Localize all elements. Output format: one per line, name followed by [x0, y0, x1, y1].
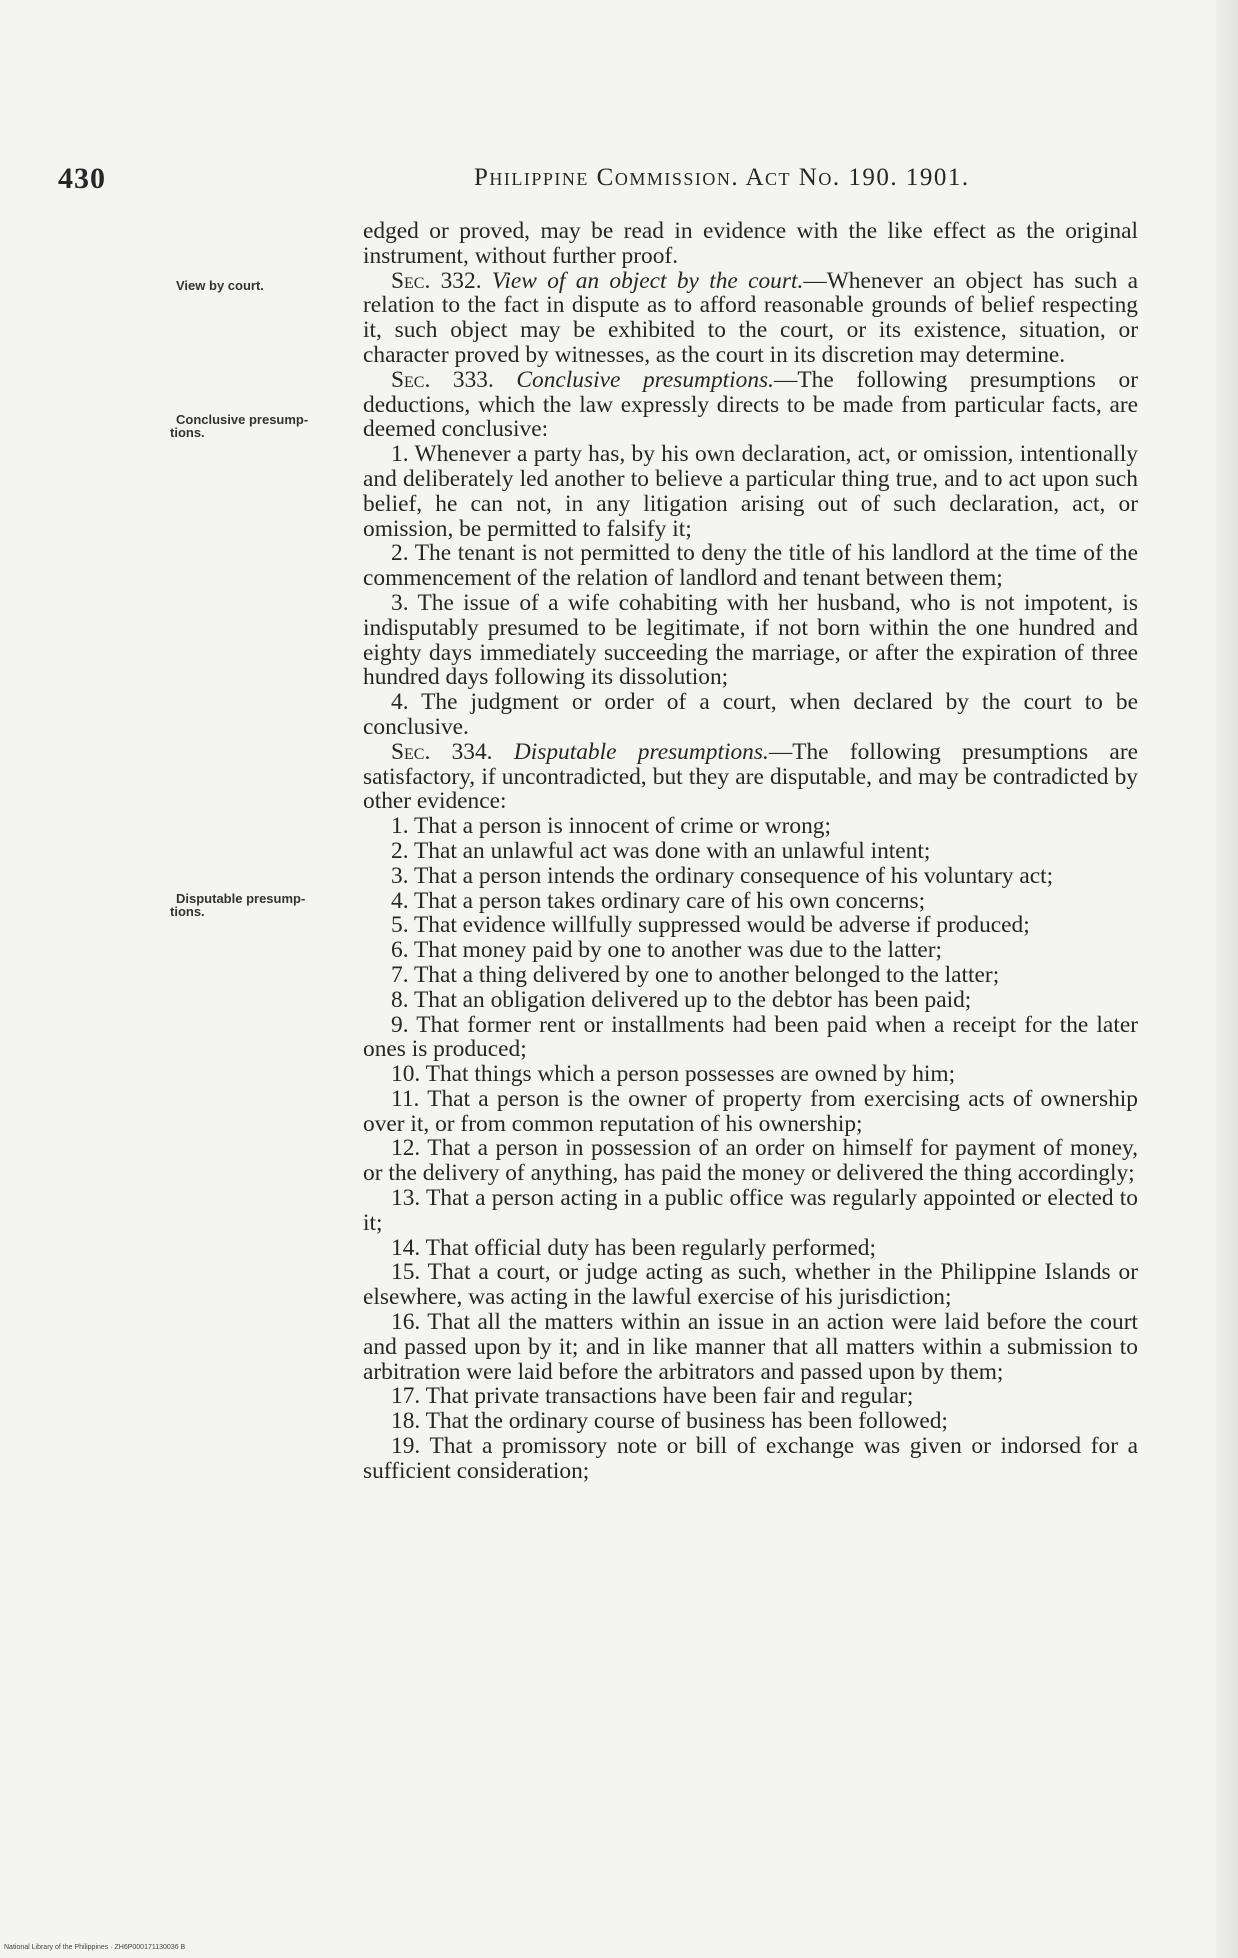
section-title: Conclusive presumptions.: [516, 366, 774, 393]
archive-credit: National Library of the Philippines · ZH6P000171130036 B: [4, 1944, 186, 1951]
body-text: [363, 219, 1138, 1484]
section-number: Sec. 333.: [391, 366, 494, 393]
section-text: —The following presumptions or deductions, which the law expressly directs to be made from particular facts, are deemed conclusive:: [363, 366, 1138, 443]
disputable-item: 10. That things which a person possesses are owned by him;: [391, 1061, 956, 1088]
section-332: [363, 269, 1138, 368]
section-title: Disputable presumptions.: [513, 738, 769, 765]
disputable-item: 5. That evidence willfully suppressed would be adverse if produced;: [391, 912, 1030, 939]
margin-note-line: Disputable presump-: [176, 891, 306, 906]
disputable-item: 18. That the ordinary course of business has been followed;: [391, 1408, 948, 1435]
disputable-item: 19. That a promissory note or bill of exchange was given or indorsed for a sufficient consideration;: [363, 1433, 1138, 1484]
margin-note-conclusive-presumptions: [170, 412, 366, 440]
page-edge-shadow: [1216, 0, 1238, 1958]
disputable-item: 14. That official duty has been regularly performed;: [391, 1234, 876, 1261]
page-number: 430: [58, 162, 106, 195]
disputable-item: 7. That a thing delivered by one to another belonged to the latter;: [391, 961, 1000, 988]
disputable-item: 17. That private transactions have been fair and regular;: [391, 1383, 914, 1410]
conclusive-item: 3. The issue of a wife cohabiting with her husband, who is not impotent, is indisputably presumed to be legitimate, if not born within the one hundred and eighty days immediately succeeding the marriage, or after the expiration of three hundred days following its dissolution;: [363, 589, 1138, 691]
margin-note-line: tions.: [170, 904, 205, 919]
disputable-item: 4. That a person takes ordinary care of his own concerns;: [391, 887, 926, 914]
section-333: [363, 368, 1138, 442]
paragraph: edged or proved, may be read in evidence with the like effect as the original instrument, without further proof.: [363, 218, 1138, 269]
margin-note-view-by-court: [176, 279, 366, 292]
disputable-item: 2. That an unlawful act was done with an unlawful intent;: [391, 837, 931, 864]
disputable-item: 9. That former rent or installments had been paid when a receipt for the later ones is produced;: [363, 1011, 1138, 1063]
section-334: [363, 740, 1138, 814]
section-title: View of an object by the court.: [491, 267, 804, 294]
conclusive-item: 2. The tenant is not permitted to deny the title of his landlord at the time of the commencement of the relation of landlord and tenant between them;: [363, 540, 1138, 592]
disputable-item: 3. That a person intends the ordinary consequence of his voluntary act;: [391, 862, 1054, 889]
section-text: —Whenever an object has such a relation to the fact in dispute as to afford reasonable grounds of belief respecting it, such object may be exhibited to the court, or its existence, situation, or character proved by witnesses, as the court in its discretion may determine.: [363, 267, 1138, 368]
disputable-item: 8. That an obligation delivered up to the debtor has been paid;: [391, 986, 972, 1013]
section-number: Sec. 332.: [391, 267, 482, 294]
disputable-item: 1. That a person is innocent of crime or wrong;: [391, 813, 831, 840]
disputable-item: 16. That all the matters within an issue in an action were laid before the court and passed upon by it; and in like manner that all matters within a submission to arbitration were laid before the arbitrators and passed upon by them;: [363, 1309, 1138, 1385]
disputable-item: 12. That a person in possession of an order on himself for payment of money, or the delivery of anything, has paid the money or delivered the thing accordingly;: [363, 1135, 1138, 1187]
conclusive-item: 1. Whenever a party has, by his own declaration, act, or omission, intentionally and deliberately led another to believe a particular thing true, and to act upon such belief, he can not, in any litigation arising out of such declaration, act, or omission, be permitted to falsify it;: [363, 441, 1138, 542]
margin-note-text: View by court.: [176, 278, 264, 293]
margin-note-disputable-presumptions: [170, 891, 366, 919]
margin-note-line: Conclusive presump-: [176, 412, 309, 427]
running-head: Philippine Commission. Act No. 190. 1901.: [474, 164, 970, 191]
section-text: —The following presumptions are satisfactory, if uncontradicted, but they are disputable, and may be contradicted by other evidence:: [363, 738, 1138, 815]
disputable-item: 13. That a person acting in a public office was regularly appointed or elected to it;: [363, 1185, 1138, 1236]
section-number: Sec. 334.: [391, 738, 493, 765]
disputable-item: 11. That a person is the owner of property from exercising acts of ownership over it, or from common reputation of his ownership;: [363, 1085, 1138, 1137]
conclusive-item: 4. The judgment or order of a court, when declared by the court to be conclusive.: [363, 689, 1138, 740]
disputable-item: 6. That money paid by one to another was due to the latter;: [391, 937, 943, 964]
margin-note-line: tions.: [170, 425, 205, 440]
disputable-item: 15. That a court, or judge acting as such, whether in the Philippine Islands or elsewhere, was acting in the lawful exercise of his jurisdiction;: [363, 1259, 1138, 1311]
